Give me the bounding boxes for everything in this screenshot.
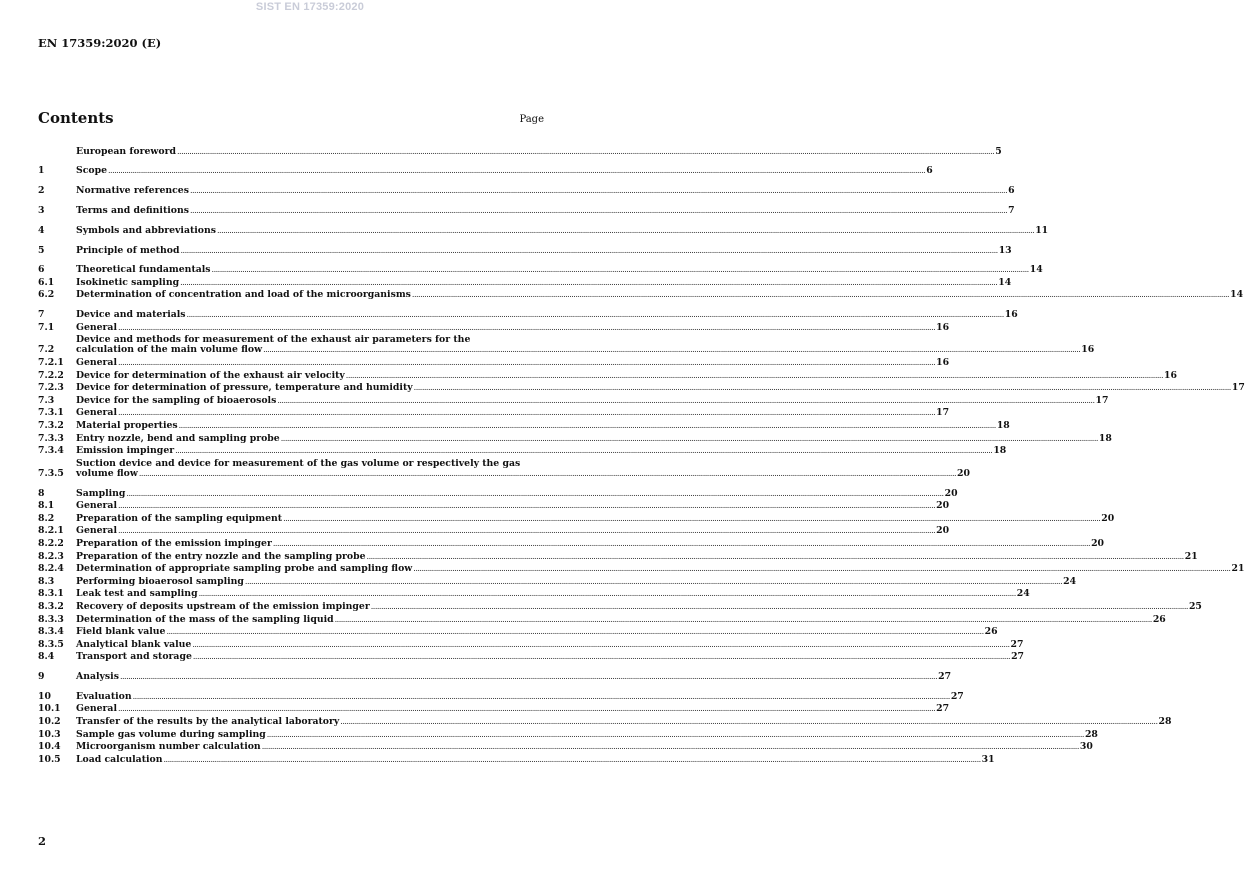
toc-entry-number: 2 [38, 185, 45, 197]
toc-entry-title: Field blank value [76, 626, 166, 638]
toc-entry-title: Preparation of the emission impinger [76, 537, 272, 549]
toc-entry-title: Evaluation [76, 690, 132, 702]
toc-entry-number: 8.2.3 [38, 550, 64, 562]
toc-entry[interactable] [38, 549, 1198, 562]
toc-entry-number: 8.3.4 [38, 626, 64, 638]
toc-entry-page: 28 [1084, 728, 1098, 740]
toc-entry-page: 26 [984, 626, 998, 638]
toc-entry-page: 17 [1231, 382, 1245, 394]
toc-entry[interactable] [38, 444, 1007, 457]
toc-entry-title: Device for determination of pressure, temperature and humidity [76, 382, 413, 394]
toc-entry[interactable] [38, 714, 1172, 728]
dot-leader: ................................................................................................................................................................................................................................................................................................................................................................................................................ [192, 639, 1010, 649]
dot-leader: ................................................................................................................................................................................................................................................................................................................................................................................................................ [334, 614, 1152, 624]
dot-leader: ................................................................................................................................................................................................................................................................................................................................................................................................................ [192, 652, 1011, 662]
toc-entry-title: General [76, 321, 117, 333]
toc-entry[interactable] [38, 184, 1015, 197]
dot-leader: ................................................................................................................................................................................................................................................................................................................................................................................................................ [132, 691, 950, 701]
dot-leader: ................................................................................................................................................................................................................................................................................................................................................................................................................ [175, 446, 993, 456]
toc-entry-title: Material properties [76, 420, 178, 431]
dot-leader: ................................................................................................................................................................................................................................................................................................................................................................................................................ [186, 310, 1004, 320]
dot-leader: ................................................................................................................................................................................................................................................................................................................................................................................................................ [370, 601, 1188, 611]
dot-leader: ................................................................................................................................................................................................................................................................................................................................................................................................................ [126, 488, 944, 498]
toc-entry-number: 6.1 [38, 276, 55, 288]
toc-entry-title: Device for the sampling of bioaerosols [76, 394, 277, 406]
toc-entry-title: Determination of the mass of the sampling liquid [76, 613, 334, 625]
dot-leader: ................................................................................................................................................................................................................................................................................................................................................................................................................ [180, 245, 998, 255]
toc-entry-page: 6 [1008, 185, 1015, 197]
toc-entry-page: 14 [1029, 264, 1043, 276]
toc-entry[interactable] [38, 702, 950, 715]
dot-leader: ................................................................................................................................................................................................................................................................................................................................................................................................................ [117, 358, 936, 368]
page-column-label: Page [519, 114, 544, 125]
toc-entry[interactable] [38, 431, 1112, 444]
toc-entry[interactable] [38, 144, 1002, 157]
dot-leader: ................................................................................................................................................................................................................................................................................................................................................................................................................ [266, 729, 1084, 739]
toc-entry-page: 24 [1063, 575, 1077, 587]
dot-leader: ................................................................................................................................................................................................................................................................................................................................................................................................................ [108, 166, 926, 176]
toc-entry[interactable] [38, 689, 964, 702]
toc-entry-number: 7.3.4 [38, 445, 64, 457]
toc-entry[interactable] [38, 418, 1010, 431]
dot-leader: ................................................................................................................................................................................................................................................................................................................................................................................................................ [166, 627, 984, 637]
dot-leader: ................................................................................................................................................................................................................................................................................................................................................................................................................ [189, 186, 1008, 196]
toc-entry[interactable] [38, 288, 1244, 301]
page-number: 2 [38, 834, 47, 848]
dot-leader: ................................................................................................................................................................................................................................................................................................................................................................................................................ [244, 576, 1063, 586]
toc-entry-page: 20 [1101, 512, 1115, 524]
document-id: EN 17359:2020 (E) [38, 36, 162, 50]
toc-entry[interactable] [38, 574, 1077, 587]
dot-leader: ................................................................................................................................................................................................................................................................................................................................................................................................................ [280, 433, 1098, 443]
toc-entry-title: Sampling [76, 487, 126, 499]
toc-entry-page: 20 [944, 487, 958, 499]
toc-entry[interactable] [38, 243, 1012, 256]
toc-entry-page: 28 [1158, 716, 1172, 728]
dot-leader: ................................................................................................................................................................................................................................................................................................................................................................................................................ [138, 468, 957, 478]
toc-entry-number: 10.5 [38, 753, 61, 765]
toc-entry-title: General [76, 703, 117, 715]
dot-leader: ................................................................................................................................................................................................................................................................................................................................................................................................................ [178, 421, 996, 430]
toc-entry[interactable] [38, 308, 1018, 321]
toc-entry-title: General [76, 357, 117, 369]
toc-entry-title: Recovery of deposits upstream of the emission impinger [76, 600, 370, 612]
toc-entry-title: Scope [76, 165, 107, 177]
toc-entry-page: 18 [996, 420, 1010, 431]
dot-leader: ................................................................................................................................................................................................................................................................................................................................................................................................................ [366, 551, 1184, 561]
toc-entry-number: 8.3 [38, 575, 55, 587]
toc-entry-number: 7.3.1 [38, 407, 64, 419]
dot-leader: ................................................................................................................................................................................................................................................................................................................................................................................................................ [189, 205, 1008, 215]
toc-entry-title: Theoretical fundamentals [76, 264, 211, 276]
toc-entry-number: 8.3.1 [38, 588, 64, 600]
toc-entry-number: 8.2.4 [38, 563, 64, 575]
dot-leader: ................................................................................................................................................................................................................................................................................................................................................................................................................ [277, 395, 1095, 405]
dot-leader: ................................................................................................................................................................................................................................................................................................................................................................................................................ [413, 564, 1231, 574]
toc-entry-number: 8.3.2 [38, 600, 64, 612]
dot-leader: ................................................................................................................................................................................................................................................................................................................................................................................................................ [217, 225, 1035, 235]
toc-entry[interactable] [38, 612, 1166, 625]
toc-entry-title: Preparation of the sampling equipment [76, 512, 283, 524]
toc-entry-title: General [76, 407, 117, 419]
toc-entry[interactable] [38, 669, 952, 683]
toc-entry-number: 10.3 [38, 728, 61, 740]
toc-entry[interactable] [38, 587, 1030, 600]
toc-entry[interactable] [38, 740, 1093, 753]
dot-leader: ................................................................................................................................................................................................................................................................................................................................................................................................................ [261, 742, 1079, 752]
toc-entry-title: Leak test and sampling [76, 588, 198, 600]
toc-entry[interactable] [38, 599, 1202, 612]
dot-leader: ................................................................................................................................................................................................................................................................................................................................................................................................................ [263, 345, 1081, 355]
toc-entry[interactable] [38, 650, 1025, 663]
toc-entry-page: 6 [926, 165, 933, 177]
toc-entry-page: 14 [998, 276, 1012, 288]
toc-entry-page: 13 [998, 244, 1012, 256]
toc-entry-number: 8 [38, 487, 45, 499]
toc-entry-title: Performing bioaerosol sampling [76, 575, 244, 587]
toc-entry[interactable] [38, 511, 1115, 524]
toc-entry-page: 30 [1079, 741, 1093, 753]
dot-leader: ................................................................................................................................................................................................................................................................................................................................................................................................................ [272, 538, 1091, 548]
toc-entry-number: 3 [38, 204, 45, 216]
toc-entry-title: General [76, 525, 117, 537]
toc-entry-title: Microorganism number calculation [76, 741, 261, 753]
dot-leader: ................................................................................................................................................................................................................................................................................................................................................................................................................ [211, 265, 1029, 275]
toc-entry-title: Terms and definitions [76, 204, 189, 216]
toc-entry-title: Sample gas volume during sampling [76, 728, 266, 740]
toc-entry-number: 4 [38, 224, 45, 236]
watermark: SIST EN 17359:2020 [255, 1, 365, 13]
toc-entry-page: 16 [1004, 309, 1018, 321]
toc-entry-page: 25 [1188, 600, 1202, 612]
toc-entry-number: 10 [38, 690, 51, 702]
toc-entry-page: 16 [936, 357, 950, 369]
dot-leader: ................................................................................................................................................................................................................................................................................................................................................................................................................ [411, 290, 1230, 300]
toc-entry-title: Preparation of the entry nozzle and the sampling probe [76, 550, 366, 562]
toc-entry-number: 8.2.1 [38, 525, 64, 537]
toc-entry-number: 10.2 [38, 716, 61, 728]
dot-leader: ................................................................................................................................................................................................................................................................................................................................................................................................................ [119, 672, 938, 682]
toc-entry-page: 16 [936, 321, 950, 333]
toc-entry-number: 8.3.5 [38, 638, 64, 650]
toc-entry-number: 7.3.5 [38, 467, 64, 479]
toc-entry-number: 8.2 [38, 512, 55, 524]
toc-entry[interactable] [38, 275, 1012, 288]
toc-entry-title: Analysis [76, 671, 119, 683]
toc-entry-title: Transfer of the results by the analytical laboratory [76, 716, 340, 728]
toc-entry-title: Load calculation [76, 753, 163, 765]
dot-leader: ................................................................................................................................................................................................................................................................................................................................................................................................................ [340, 717, 1158, 727]
toc-entry-number: 10.1 [38, 703, 61, 715]
dot-leader: ................................................................................................................................................................................................................................................................................................................................................................................................................ [413, 383, 1231, 393]
toc-entry-page: 27 [1010, 638, 1024, 650]
toc-entry-page: 31 [981, 753, 995, 765]
toc-entry[interactable] [38, 203, 1015, 216]
dot-leader: ................................................................................................................................................................................................................................................................................................................................................................................................................ [117, 408, 936, 418]
contents-title: Contents [38, 109, 114, 127]
toc-entry-number: 8.2.2 [38, 537, 64, 549]
toc-entry[interactable] [38, 456, 970, 479]
toc-entry-number: 7.2.2 [38, 369, 64, 381]
toc-entry-title: Device and methods for measurement of the exhaust air parameters for the [76, 334, 471, 346]
toc-entry-title: Isokinetic sampling [76, 276, 180, 288]
toc-entry-title: Analytical blank value [76, 638, 192, 650]
dot-leader: ................................................................................................................................................................................................................................................................................................................................................................................................................ [163, 754, 981, 764]
toc-entry-title: European foreword [76, 145, 176, 157]
toc-entry-number: 7.2.3 [38, 382, 64, 394]
toc-entry[interactable] [38, 727, 1098, 740]
dot-leader: ................................................................................................................................................................................................................................................................................................................................................................................................................ [117, 501, 936, 511]
toc-entry-page: 20 [957, 467, 970, 479]
toc-entry-title: Transport and storage [76, 651, 192, 663]
toc-entry-number: 7.2 [38, 344, 55, 356]
toc-entry-title: Determination of concentration and load of the microorganisms [76, 289, 411, 301]
toc-entry-title: Symbols and abbreviations [76, 224, 216, 236]
toc-entry-page: 14 [1230, 289, 1244, 301]
toc-entry-number: 7.3.2 [38, 420, 64, 431]
toc-entry-number: 7 [38, 309, 45, 321]
toc-entry-title: Principle of method [76, 244, 180, 256]
toc-entry[interactable] [38, 499, 950, 512]
toc-entry[interactable] [38, 164, 933, 177]
toc-entry-number: 8.4 [38, 651, 55, 663]
toc-entry-title: General [76, 500, 117, 512]
toc-entry-page: 26 [1152, 613, 1166, 625]
dot-leader: ................................................................................................................................................................................................................................................................................................................................................................................................................ [180, 277, 998, 287]
toc-entry-number: 5 [38, 244, 45, 256]
toc-entry-title: Device for determination of the exhaust air velocity [76, 369, 345, 381]
toc-entry-page: 18 [1098, 432, 1112, 444]
toc-entry-page: 11 [1035, 224, 1049, 236]
toc-entry[interactable] [38, 406, 950, 419]
toc-entry-page: 27 [936, 703, 950, 715]
table-of-contents [38, 144, 1245, 765]
toc-entry-title: Entry nozzle, bend and sampling probe [76, 432, 280, 444]
toc-entry[interactable] [38, 524, 950, 537]
toc-entry[interactable] [38, 223, 1049, 236]
toc-entry-title: Emission impinger [76, 445, 175, 457]
toc-entry-number: 7.3 [38, 394, 55, 406]
toc-entry-title-continued: calculation of the main volume flow [76, 344, 263, 356]
toc-entry[interactable] [38, 320, 950, 333]
toc-entry-number: 8.1 [38, 500, 55, 512]
toc-entry-page: 18 [993, 445, 1007, 457]
toc-entry[interactable] [38, 637, 1024, 650]
toc-entry-number: 7.1 [38, 321, 55, 333]
toc-entry[interactable] [38, 355, 950, 369]
toc-entry-page: 21 [1184, 550, 1198, 562]
dot-leader: ................................................................................................................................................................................................................................................................................................................................................................................................................ [177, 146, 995, 156]
dot-leader: ................................................................................................................................................................................................................................................................................................................................................................................................................ [117, 526, 936, 536]
toc-entry-page: 16 [1163, 369, 1177, 381]
toc-entry-number: 6 [38, 264, 45, 276]
toc-entry[interactable] [38, 536, 1105, 549]
toc-entry-title: Suction device and device for measurement of the gas volume or respectively the gas [76, 457, 521, 469]
toc-entry-page: 20 [936, 525, 950, 537]
toc-entry-number: 7.3.3 [38, 432, 64, 444]
toc-entry-page: 27 [950, 690, 964, 702]
toc-entry-number: 8.3.3 [38, 613, 64, 625]
toc-entry[interactable] [38, 752, 995, 765]
toc-entry[interactable] [38, 486, 958, 499]
toc-entry-page: 17 [1095, 394, 1109, 406]
toc-entry-title: Normative references [76, 185, 189, 197]
toc-entry-title-continued: volume flow [76, 467, 138, 479]
toc-entry-page: 21 [1231, 563, 1245, 575]
toc-entry-number: 10.4 [38, 741, 61, 753]
toc-entry-number: 6.2 [38, 289, 55, 301]
toc-entry-title: Device and materials [76, 309, 186, 321]
toc-entry-page: 20 [936, 500, 950, 512]
toc-entry-page: 27 [938, 671, 952, 683]
dot-leader: ................................................................................................................................................................................................................................................................................................................................................................................................................ [117, 704, 936, 714]
toc-entry[interactable] [38, 393, 1109, 406]
toc-entry-page: 5 [995, 145, 1002, 157]
toc-entry-title: Determination of appropriate sampling probe and sampling flow [76, 563, 413, 575]
toc-entry[interactable] [38, 381, 1245, 394]
toc-entry-page: 16 [1081, 344, 1095, 356]
toc-entry[interactable] [38, 625, 998, 638]
toc-entry-page: 17 [936, 407, 950, 419]
toc-entry-number: 7.2.1 [38, 357, 64, 369]
dot-leader: ................................................................................................................................................................................................................................................................................................................................................................................................................ [283, 513, 1101, 523]
dot-leader: ................................................................................................................................................................................................................................................................................................................................................................................................................ [345, 370, 1163, 380]
toc-entry[interactable] [38, 368, 1177, 381]
toc-entry-page: 7 [1008, 204, 1015, 216]
toc-entry-page: 20 [1091, 537, 1105, 549]
toc-entry[interactable] [38, 333, 1095, 356]
toc-entry[interactable] [38, 263, 1043, 276]
toc-entry-page: 24 [1016, 588, 1030, 600]
dot-leader: ................................................................................................................................................................................................................................................................................................................................................................................................................ [198, 589, 1016, 599]
toc-entry-number: 9 [38, 671, 45, 683]
toc-entry-number: 1 [38, 165, 45, 177]
dot-leader: ................................................................................................................................................................................................................................................................................................................................................................................................................ [117, 322, 936, 332]
toc-entry-page: 27 [1011, 651, 1025, 663]
toc-entry[interactable] [38, 562, 1245, 575]
